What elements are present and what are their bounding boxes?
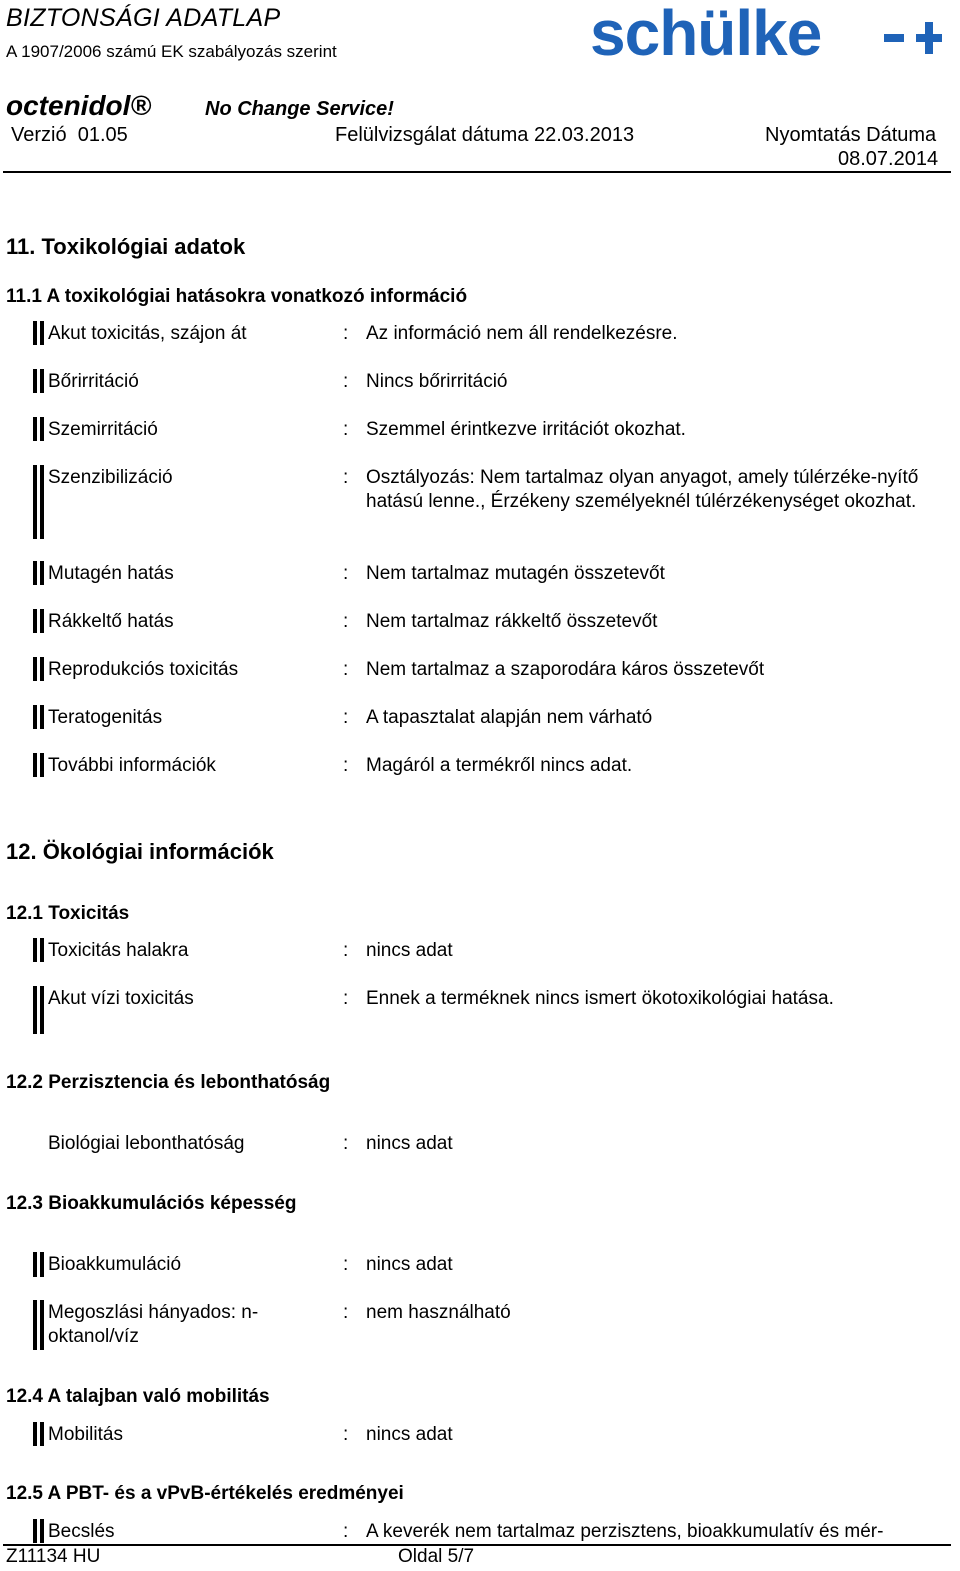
row-label: Akut toxicitás, szájon át bbox=[48, 323, 247, 344]
row-value: nincs adat bbox=[366, 1424, 453, 1445]
row-value: Nincs bőrirritáció bbox=[366, 371, 508, 392]
row-colon: : bbox=[343, 1254, 349, 1275]
row-label: Toxicitás halakra bbox=[48, 940, 189, 961]
row-colon: : bbox=[343, 563, 349, 584]
revision-bars bbox=[33, 938, 45, 962]
row-value: A tapasztalat alapján nem várható bbox=[366, 707, 653, 728]
revision-bars bbox=[33, 1422, 45, 1446]
version-label: Verzió bbox=[11, 124, 67, 146]
document-title: BIZTONSÁGI ADATLAP bbox=[6, 4, 281, 32]
row-label: Mutagén hatás bbox=[48, 563, 174, 584]
section-12-1-title: 12.1 Toxicitás bbox=[6, 903, 130, 924]
print-date: 08.07.2014 bbox=[838, 148, 939, 170]
revision-bars bbox=[33, 1519, 45, 1543]
service-note: No Change Service! bbox=[205, 98, 394, 120]
row-label: Bioakkumuláció bbox=[48, 1254, 182, 1275]
row-label: Becslés bbox=[48, 1521, 115, 1542]
row-colon: : bbox=[343, 988, 349, 1009]
revision-bars bbox=[33, 561, 45, 585]
row-colon: : bbox=[343, 323, 349, 344]
footer-code: Z11134 HU bbox=[6, 1546, 101, 1567]
header-divider bbox=[3, 171, 951, 173]
revision-bars bbox=[33, 657, 45, 681]
row-colon: : bbox=[343, 611, 349, 632]
brand-logo: schülke bbox=[590, 0, 822, 69]
row-label: Reprodukciós toxicitás bbox=[48, 659, 239, 680]
regulation-subtitle: A 1907/2006 számú EK szabályozás szerint bbox=[6, 42, 337, 61]
row-colon: : bbox=[343, 1302, 349, 1323]
section-12-3-title: 12.3 Bioakkumulációs képesség bbox=[6, 1193, 297, 1214]
row-label: Megoszlási hányados: n-oktanol/víz bbox=[48, 1302, 259, 1347]
review-info bbox=[335, 124, 634, 147]
product-name: octenidol® bbox=[6, 90, 152, 121]
row-colon: : bbox=[343, 1424, 349, 1445]
review-label: Felülvizsgálat dátuma bbox=[335, 124, 529, 146]
row-value: Nem tartalmaz a szaporodára káros összetevőt bbox=[366, 659, 765, 680]
row-label: További információk bbox=[48, 755, 216, 776]
row-colon: : bbox=[343, 1133, 349, 1154]
row-label: Bőrirritáció bbox=[48, 371, 139, 392]
row-label: Szenzibilizáció bbox=[48, 467, 173, 488]
row-label: Biológiai lebonthatóság bbox=[48, 1133, 245, 1154]
revision-bars bbox=[33, 465, 45, 539]
row-label: Akut vízi toxicitás bbox=[48, 988, 194, 1009]
revision-bars bbox=[33, 1300, 45, 1350]
revision-bars bbox=[33, 986, 45, 1034]
row-label: Teratogenitás bbox=[48, 707, 163, 728]
section-11-1-title: 11.1 A toxikológiai hatásokra vonatkozó információ bbox=[6, 286, 468, 307]
footer-page-number: Oldal 5/7 bbox=[398, 1546, 475, 1567]
row-colon: : bbox=[343, 419, 349, 440]
row-value: nincs adat bbox=[366, 940, 453, 961]
revision-bars bbox=[33, 753, 45, 777]
row-colon: : bbox=[343, 940, 349, 961]
row-label: Rákkeltő hatás bbox=[48, 611, 174, 632]
row-value: Osztályozás: Nem tartalmaz olyan anyagot, amely túlérzéke-nyítő hatású lenne., Érzékeny személyeknél túlérzékenységet okozhat. bbox=[366, 467, 919, 512]
section-12-title: 12. Ökológiai információk bbox=[6, 839, 274, 864]
row-value: Ennek a terméknek nincs ismert ökotoxikológiai hatása. bbox=[366, 988, 834, 1009]
row-value: A keverék nem tartalmaz perzisztens, bioakkumulatív és mér- bbox=[366, 1521, 884, 1542]
print-label: Nyomtatás Dátuma bbox=[765, 124, 937, 146]
row-value: Magáról a termékről nincs adat. bbox=[366, 755, 633, 776]
row-value: Nem tartalmaz mutagén összetevőt bbox=[366, 563, 665, 584]
row-label: Mobilitás bbox=[48, 1424, 123, 1445]
section-12-5-title: 12.5 A PBT- és a vPvB-értékelés eredményei bbox=[6, 1483, 404, 1504]
row-value: Az információ nem áll rendelkezésre. bbox=[366, 323, 678, 344]
row-colon: : bbox=[343, 1521, 349, 1542]
row-colon: : bbox=[343, 659, 349, 680]
row-value: Nem tartalmaz rákkeltő összetevőt bbox=[366, 611, 658, 632]
row-value: nincs adat bbox=[366, 1133, 453, 1154]
revision-bars bbox=[33, 609, 45, 633]
section-11-title: 11. Toxikológiai adatok bbox=[6, 234, 246, 259]
row-colon: : bbox=[343, 707, 349, 728]
revision-bars bbox=[33, 417, 45, 441]
row-value: nem használható bbox=[366, 1302, 511, 1323]
row-colon: : bbox=[343, 755, 349, 776]
row-value: nincs adat bbox=[366, 1254, 453, 1275]
row-colon: : bbox=[343, 371, 349, 392]
revision-bars bbox=[33, 705, 45, 729]
review-date: 22.03.2013 bbox=[534, 124, 635, 146]
row-label: Szemirritáció bbox=[48, 419, 158, 440]
version-number: 01.05 bbox=[77, 124, 128, 146]
row-value: Szemmel érintkezve irritációt okozhat. bbox=[366, 419, 686, 440]
version-info bbox=[11, 124, 128, 147]
footer-divider bbox=[3, 1544, 951, 1546]
row-colon: : bbox=[343, 467, 349, 488]
revision-bars bbox=[33, 369, 45, 393]
brand-mark-icon bbox=[884, 22, 944, 54]
revision-bars bbox=[33, 321, 45, 345]
revision-bars bbox=[33, 1252, 45, 1277]
section-12-2-title: 12.2 Perzisztencia és lebonthatóság bbox=[6, 1072, 331, 1093]
section-12-4-title: 12.4 A talajban való mobilitás bbox=[6, 1386, 270, 1407]
